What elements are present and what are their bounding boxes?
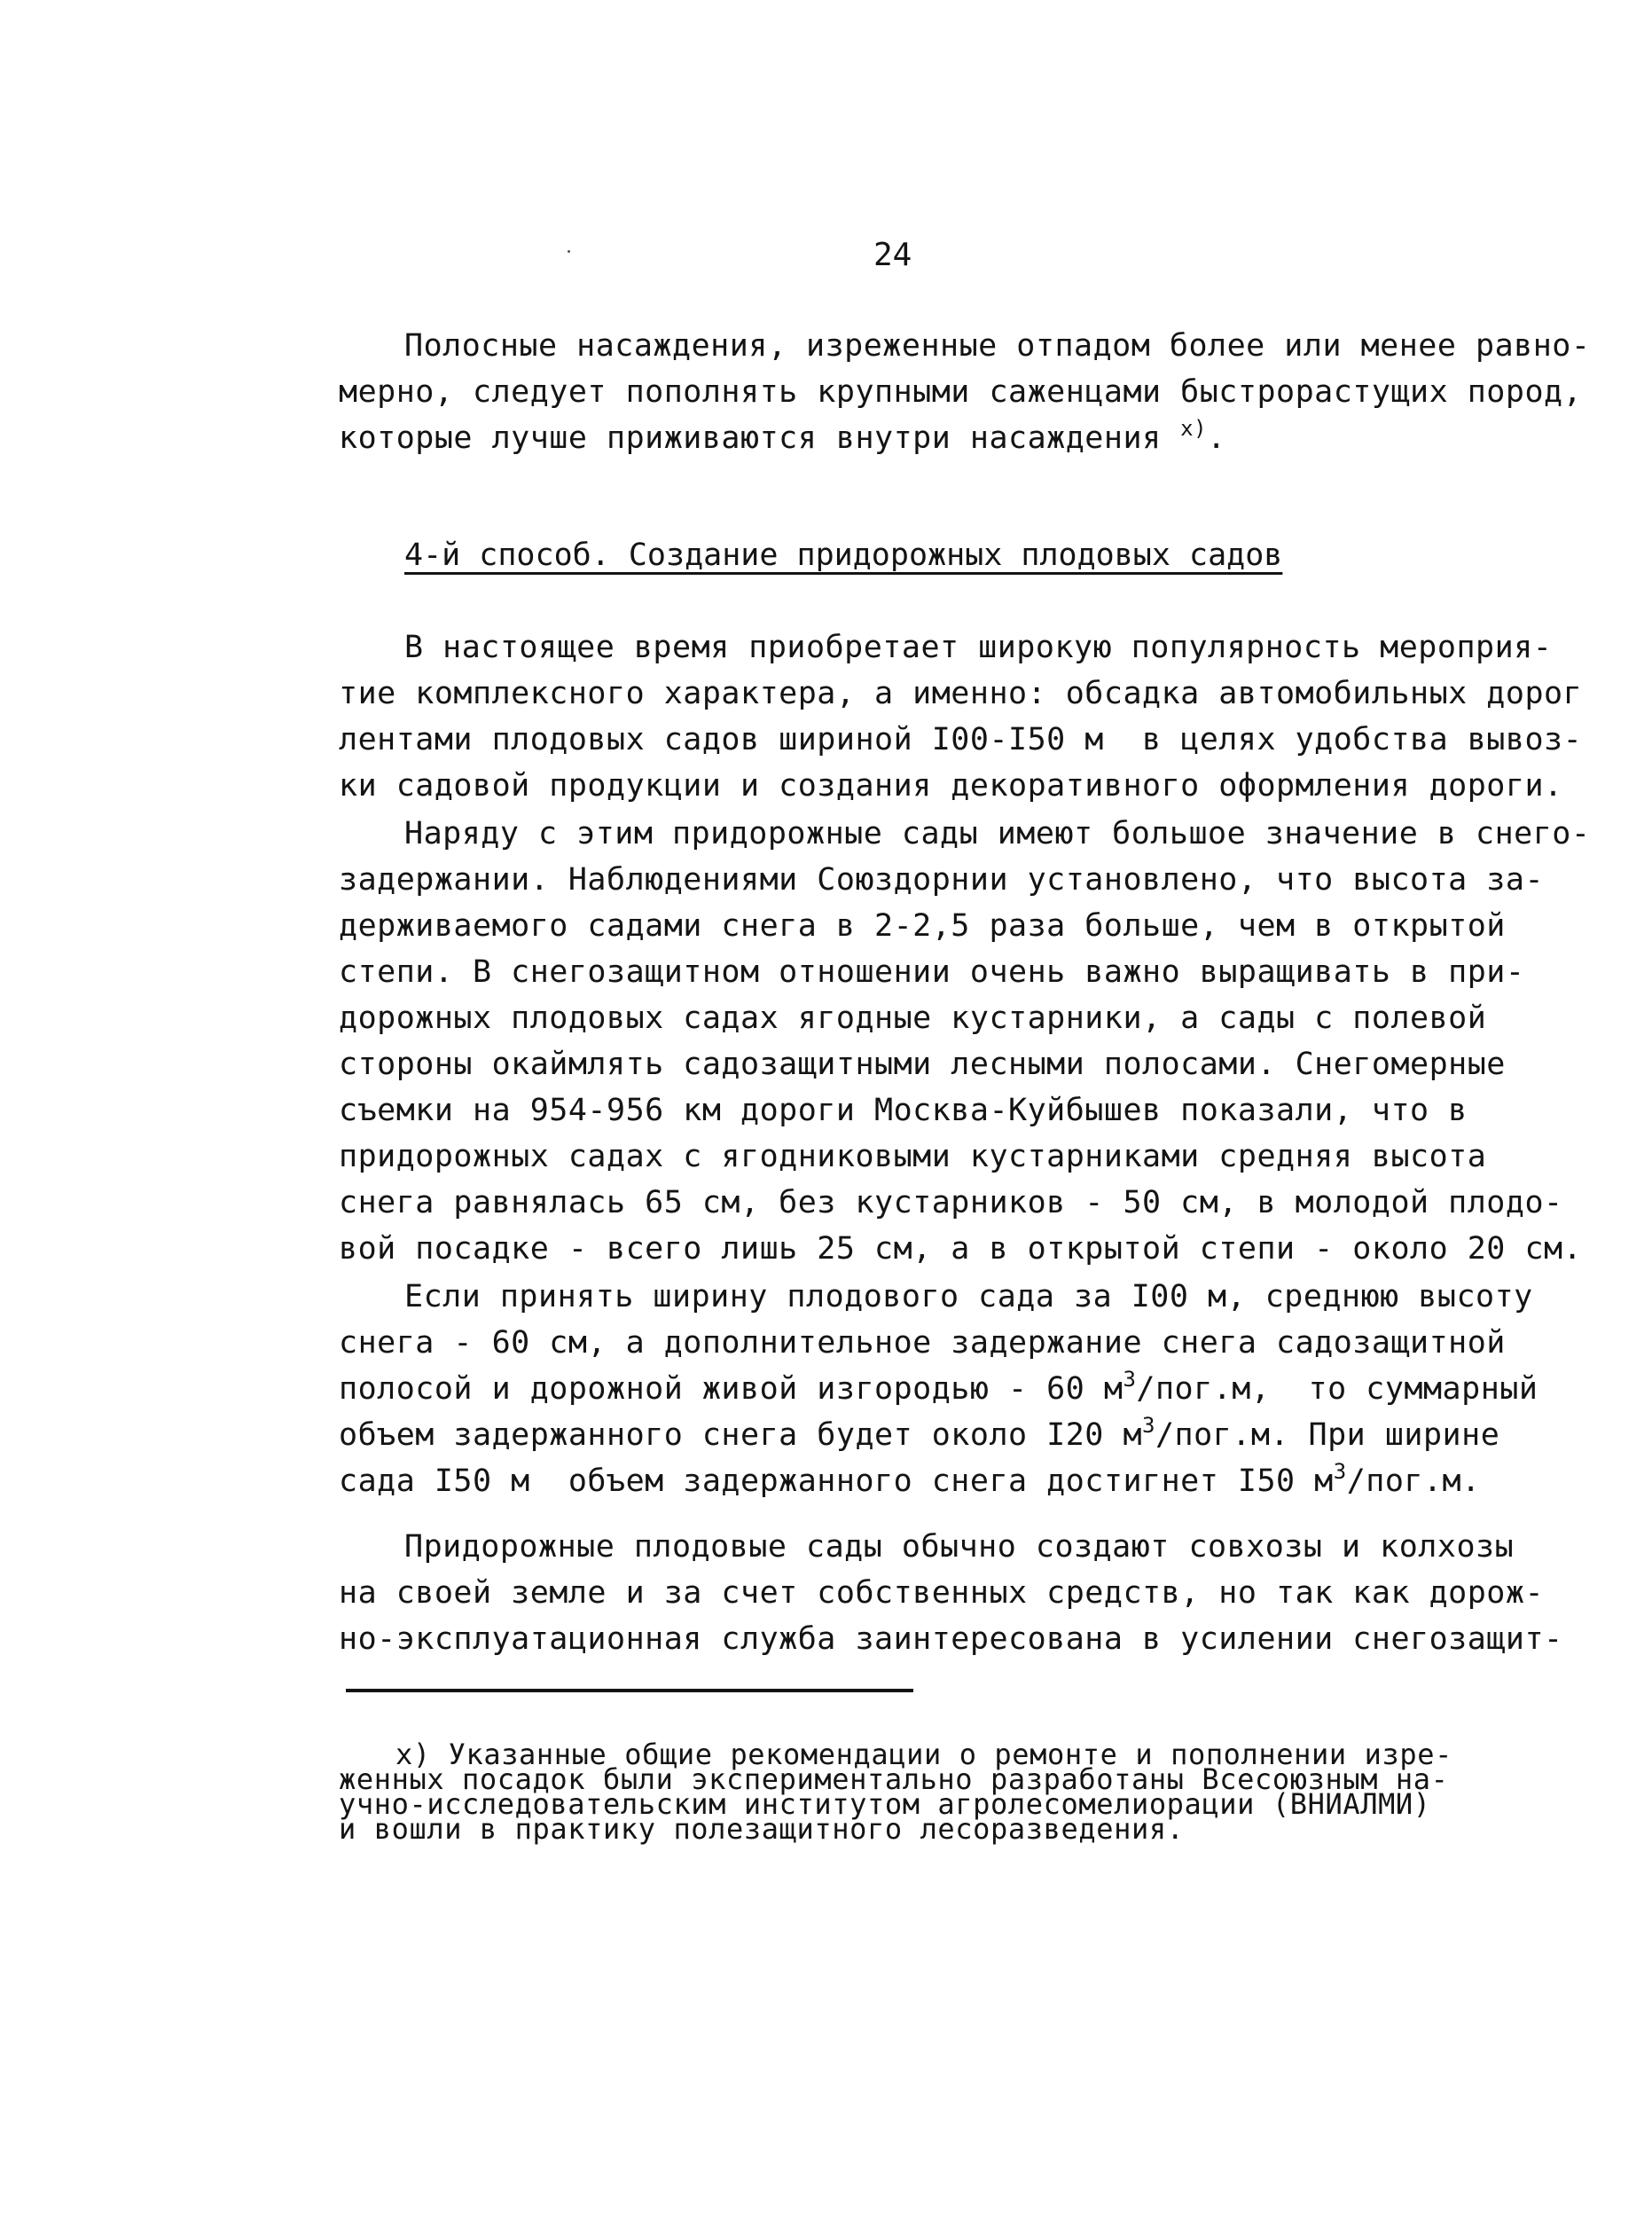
footnote-line-4: и вошли в практику полезащитного лесоразведения. xyxy=(339,1812,1185,1846)
superscript-3: 3 xyxy=(1142,1413,1155,1438)
superscript-3: 3 xyxy=(1333,1459,1347,1484)
para2-line-6: стороны окаймлять садозащитными лесными полосами. Снегомерные xyxy=(339,1047,1506,1082)
footnote-separator xyxy=(346,1689,913,1692)
section-heading: 4-й способ. Создание придорожных плодовых садов xyxy=(404,537,1283,573)
footnote-line-3: учно-исследовательским институтом агролесомелиорации (ВНИАЛМИ) xyxy=(339,1787,1431,1821)
para3-line-4 xyxy=(339,1412,1499,1461)
para3-line-4-a: объем задержанного снега будет около I20 м xyxy=(339,1417,1143,1453)
para4-line-3: но-эксплуатационная служба заинтересована в усилении снегозащит- xyxy=(339,1621,1563,1657)
para4-line-1: Придорожные плодовые сады обычно создают совхозы и колхозы xyxy=(404,1529,1515,1565)
para2-line-9: снега равнялась 65 см, без кустарников - 50 см, в молодой плодо- xyxy=(339,1185,1563,1220)
para3-line-4-b: /пог.м. При ширине xyxy=(1155,1417,1500,1453)
para3-line-5-a: сада I50 м объем задержанного снега достигнет I50 м xyxy=(339,1463,1334,1499)
para2-line-4: степи. В снегозащитном отношении очень важно выращивать в при- xyxy=(339,954,1525,990)
para2-line-5: дорожных плодовых садах ягодные кустарники, а сады с полевой xyxy=(339,1000,1487,1036)
intro-line-1: Полосные насаждения, изреженные отпадом более или менее равно- xyxy=(404,328,1591,364)
intro-line-2: мерно, следует пополнять крупными саженцами быстрорастущих пород, xyxy=(339,374,1583,410)
para2-line-2: задержании. Наблюдениями Союздорнии установлено, что высота за- xyxy=(339,862,1545,898)
superscript-3: 3 xyxy=(1123,1367,1137,1392)
para2-line-10: вой посадке - всего лишь 25 см, а в открытой степи - около 20 см. xyxy=(339,1231,1583,1267)
para3-line-5-b: /пог.м. xyxy=(1346,1463,1481,1499)
intro-line-3-end: . xyxy=(1207,420,1226,456)
para1-line-3: лентами плодовых садов шириной I00-I50 м в целях удобства вывоз- xyxy=(339,722,1583,757)
para2-line-1: Наряду с этим придорожные сады имеют большое значение в снего- xyxy=(404,816,1591,851)
para3-line-1: Если принять ширину плодового сада за I00 м, среднюю высоту xyxy=(404,1279,1533,1314)
para3-line-3 xyxy=(339,1366,1538,1415)
intro-line-3-text: которые лучше приживаются внутри насаждения xyxy=(339,420,1181,456)
page-number: 24 xyxy=(873,237,912,273)
intro-line-3 xyxy=(339,415,1226,464)
para1-line-4: ки садовой продукции и создания декоративного оформления дороги. xyxy=(339,768,1563,804)
para2-line-7: съемки на 954-956 км дороги Москва-Куйбышев показали, что в xyxy=(339,1093,1468,1128)
footnote-reference: х) xyxy=(1180,416,1208,441)
para3-line-5 xyxy=(339,1458,1481,1507)
para1-line-1: В настоящее время приобретает широкую популярность мероприя- xyxy=(404,630,1553,665)
para4-line-2: на своей земле и за счет собственных средств, но так как дорож- xyxy=(339,1575,1545,1611)
footnote-line-1: х) Указанные общие рекомендации о ремонте и пополнении изре- xyxy=(395,1738,1452,1771)
para3-line-3-a: полосой и дорожной живой изгородью - 60 м xyxy=(339,1371,1124,1407)
footnote-line-2: женных посадок были экспериментально разработаны Всесоюзным на- xyxy=(339,1762,1449,1796)
para2-line-3: держиваемого садами снега в 2-2,5 раза больше, чем в открытой xyxy=(339,908,1506,944)
para1-line-2: тие комплексного характера, а именно: обсадка автомобильных дорог xyxy=(339,676,1583,711)
para2-line-8: придорожных садах с ягодниковыми кустарниками средняя высота xyxy=(339,1139,1487,1174)
scan-speck xyxy=(568,250,570,253)
para3-line-3-b: /пог.м, то суммарный xyxy=(1136,1371,1538,1407)
para3-line-2: снега - 60 см, а дополнительное задержание снега садозащитной xyxy=(339,1325,1506,1361)
